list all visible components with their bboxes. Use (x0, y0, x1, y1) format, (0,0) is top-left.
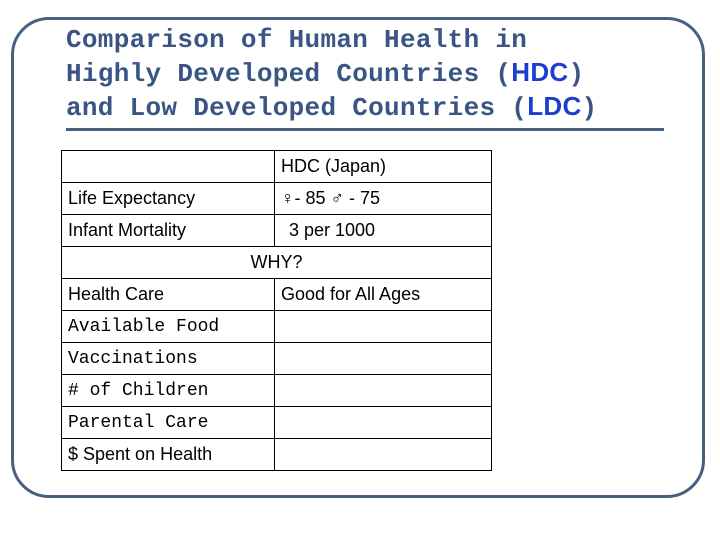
row-label: Life Expectancy (62, 183, 275, 215)
header-hdc: HDC (Japan) (275, 151, 492, 183)
hdc-value (275, 343, 492, 375)
title-line-2 (66, 56, 666, 90)
hdc-value: Good for All Ages (275, 279, 492, 311)
slide-title (66, 24, 666, 124)
title-line-2-prefix: Highly Developed Countries ( (66, 59, 512, 89)
why-row (62, 247, 492, 279)
table-row (62, 407, 492, 439)
ldc-abbr: LDC (527, 91, 582, 121)
hdc-value (275, 407, 492, 439)
table-header-row (62, 151, 492, 183)
title-line-1: Comparison of Human Health in (66, 25, 528, 55)
comparison-table (61, 150, 492, 471)
title-underline (66, 128, 664, 131)
hdc-value (275, 439, 492, 471)
table-row (62, 311, 492, 343)
title-line-3-prefix: and Low Developed Countries ( (66, 93, 528, 123)
table-row (62, 183, 492, 215)
title-line-2-suffix: ) (568, 59, 585, 89)
factor-label: # of Children (62, 375, 275, 407)
why-heading: WHY? (62, 247, 492, 279)
hdc-abbr: HDC (511, 57, 569, 87)
title-line-3 (66, 90, 666, 124)
table-row (62, 439, 492, 471)
hdc-value: 3 per 1000 (275, 215, 492, 247)
row-label: Infant Mortality (62, 215, 275, 247)
hdc-value: ♀- 85 ♂ - 75 (275, 183, 492, 215)
hdc-value (275, 311, 492, 343)
hdc-value (275, 375, 492, 407)
table-row (62, 279, 492, 311)
title-line-3-suffix: ) (581, 93, 598, 123)
table-row (62, 343, 492, 375)
table-row (62, 215, 492, 247)
factor-label: Vaccinations (62, 343, 275, 375)
header-empty-cell (62, 151, 275, 183)
factor-label: Available Food (62, 311, 275, 343)
factor-label: $ Spent on Health (62, 439, 275, 471)
factor-label: Health Care (62, 279, 275, 311)
table-row (62, 375, 492, 407)
factor-label: Parental Care (62, 407, 275, 439)
